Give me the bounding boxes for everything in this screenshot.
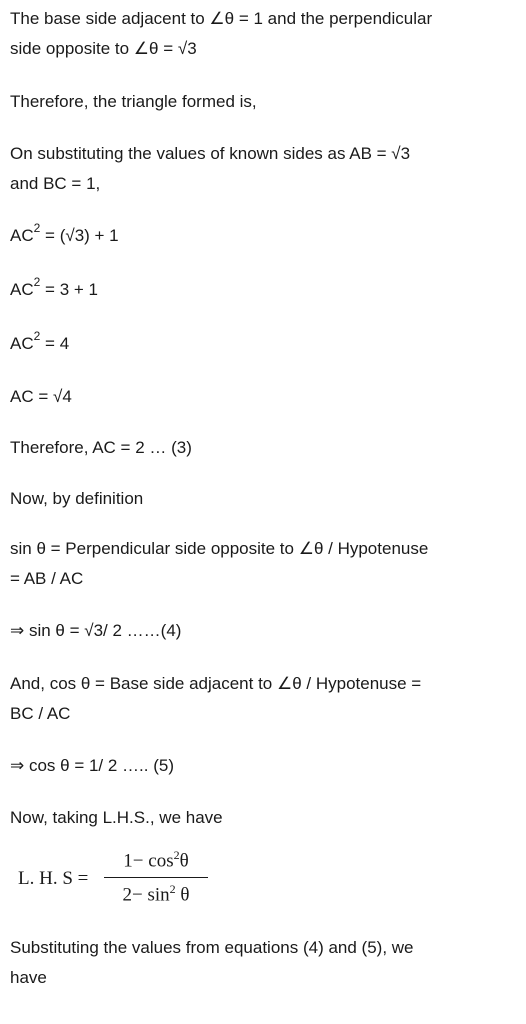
- text-line: Now, taking L.H.S., we have: [10, 808, 223, 827]
- formula-denominator: $2- \sin^2 \theta$: [122, 882, 190, 906]
- text-line: ⇒ cos θ = 1/ 2 ….. (5): [10, 756, 174, 775]
- equation-rhs: = (√3) + 1: [45, 226, 119, 245]
- equation-lhs: AC: [10, 226, 34, 245]
- superscript: 2: [33, 329, 41, 343]
- equation-rhs: = 3 + 1: [45, 280, 98, 299]
- text-line: have: [10, 968, 47, 987]
- text-line: side opposite to ∠θ = √3: [10, 39, 197, 58]
- text-line: The base side adjacent to ∠θ = 1 and the perpendicular: [10, 9, 433, 28]
- text-line: Substituting the values from equations (4) and (5), we: [10, 938, 414, 957]
- lhs-formula: [18, 848, 228, 910]
- formula-numerator: $1- \cos^2\theta$: [123, 848, 189, 872]
- text-line: = AB / AC: [10, 569, 84, 588]
- equation-line: [10, 275, 98, 302]
- text-line: Therefore, the triangle formed is,: [10, 92, 257, 111]
- formula-lhs: L. H. S =: [18, 868, 89, 889]
- superscript: 2: [33, 275, 41, 289]
- text-line: And, cos θ = Base side adjacent to ∠θ / Hypotenuse =: [10, 674, 422, 693]
- text-line: sin θ = Perpendicular side opposite to ∠θ / Hypotenuse: [10, 539, 429, 558]
- text-line: Therefore, AC = 2 … (3): [10, 438, 192, 457]
- equation-rhs: = 4: [45, 334, 70, 353]
- equation-line: [10, 221, 119, 248]
- text-line: On substituting the values of known sides as AB = √3: [10, 144, 411, 163]
- text-line: BC / AC: [10, 704, 71, 723]
- text-line: AC = √4: [10, 387, 72, 406]
- equation-lhs: AC: [10, 334, 34, 353]
- text-line: and BC = 1,: [10, 174, 101, 193]
- text-line: ⇒ sin θ = √3/ 2 ……(4): [10, 621, 182, 640]
- fraction-bar: [104, 877, 208, 878]
- text-line: Now, by definition: [10, 489, 144, 508]
- superscript: 2: [33, 221, 41, 235]
- equation-lhs: AC: [10, 280, 34, 299]
- equation-line: [10, 329, 70, 356]
